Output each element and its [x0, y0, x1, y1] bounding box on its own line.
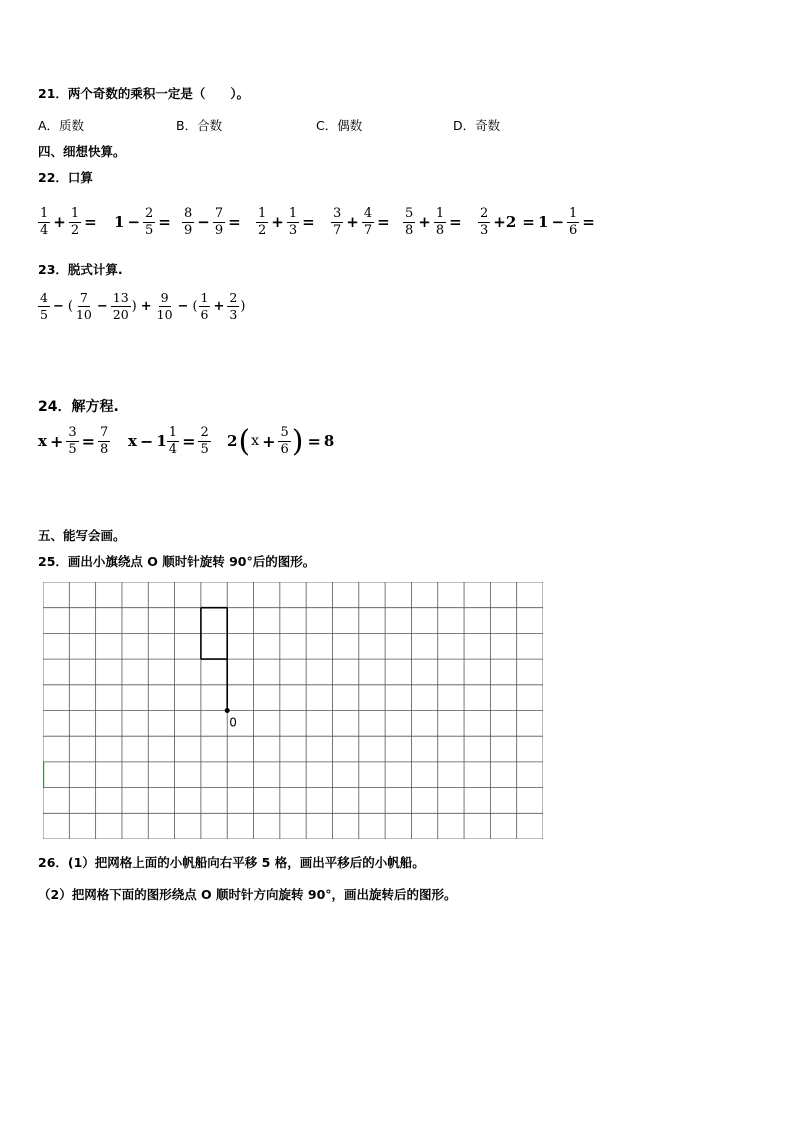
fraction: $\frac{4}{5}$ — [40, 290, 48, 322]
term: 2 — [227, 432, 238, 450]
operator: = — [228, 213, 241, 231]
fraction: $\frac{5}{6}$ — [280, 424, 289, 457]
q22-title: 22．口算 — [38, 170, 93, 185]
parenthesis: ( — [67, 298, 73, 314]
operator: + — [271, 213, 284, 231]
operator: = — [81, 431, 96, 451]
operator: − — [139, 431, 154, 451]
oral-calc-item — [403, 201, 465, 243]
operator: − — [96, 298, 108, 314]
fraction: $\frac{9}{10}$ — [156, 290, 173, 322]
parenthesis: ) — [240, 298, 246, 314]
q22-calculation-row — [38, 201, 598, 243]
term: x — [251, 433, 260, 449]
oral-calc-item — [38, 201, 100, 243]
fraction: $\frac{2}{3}$ — [229, 290, 238, 322]
oral-calc-item — [256, 201, 318, 243]
operator: − — [197, 213, 210, 231]
fraction: $\frac{1}{6}$ — [569, 205, 578, 238]
q21-option-c: C．偶数 — [316, 118, 363, 133]
q21-option-b: B．合数 — [176, 118, 223, 133]
operator: = — [377, 213, 390, 231]
oral-calc-item — [331, 201, 393, 243]
fraction: $\frac{2}{5}$ — [200, 424, 209, 457]
operator: + — [140, 298, 152, 314]
q26-line-2: （2）把网格下面的图形绕点 O 顺时针方向旋转 90°，画出旋转后的图形。 — [38, 887, 457, 902]
operator: − — [177, 298, 189, 314]
fraction: $\frac{7}{10}$ — [75, 290, 92, 322]
operator: = — [449, 213, 462, 231]
operator: = — [158, 213, 171, 231]
parenthesis: ) — [131, 298, 137, 314]
operator: + — [346, 213, 359, 231]
term: 1 — [114, 213, 125, 231]
q24-equation-3 — [227, 421, 334, 461]
fraction: $\frac{1}{8}$ — [435, 205, 445, 238]
q23-title: 23．脱式计算. — [38, 262, 123, 277]
fraction: $\frac{1}{4}$ — [40, 205, 49, 238]
term: x — [128, 432, 137, 450]
operator: = — [307, 431, 321, 451]
fraction: $\frac{7}{8}$ — [100, 424, 109, 457]
section-5-heading: 五、能写会画。 — [38, 528, 126, 543]
term: x — [38, 432, 47, 450]
fraction: $\frac{8}{9}$ — [184, 205, 193, 238]
operator: = — [182, 431, 196, 451]
point-o-label: 0 — [229, 715, 237, 730]
operator: + — [53, 213, 66, 231]
oral-calc-item — [114, 201, 174, 243]
fraction: $\frac{1}{6}$ — [200, 290, 209, 322]
q23-expression — [38, 286, 246, 326]
fraction: $\frac{3}{7}$ — [333, 205, 342, 238]
operator: + — [49, 431, 64, 451]
q21-stem: 21．两个奇数的乘积一定是（ ）。 — [38, 86, 250, 101]
operator: + — [262, 431, 276, 451]
operator: + — [213, 298, 225, 314]
q21-option-d: D．奇数 — [453, 118, 501, 133]
fraction: $\frac{2}{3}$ — [480, 205, 489, 238]
operator: + — [418, 213, 431, 231]
operator: +2 — [493, 213, 517, 231]
fraction: $\frac{7}{9}$ — [214, 205, 224, 238]
operator: − — [52, 298, 64, 314]
operator: − — [127, 213, 141, 231]
parenthesis: ( — [192, 298, 198, 314]
rotation-grid — [43, 582, 543, 839]
fraction: $\frac{13}{20}$ — [112, 290, 129, 322]
fraction: $\frac{1}{2}$ — [258, 205, 267, 238]
operator: = — [522, 213, 535, 231]
fraction: $\frac{4}{7}$ — [363, 205, 373, 238]
rotation-point-o — [225, 708, 230, 713]
operator: − — [551, 213, 565, 231]
term: 8 — [323, 432, 335, 450]
parenthesis: ( — [238, 423, 251, 459]
term: 1 — [538, 213, 549, 231]
parenthesis: ) — [291, 423, 304, 459]
fraction: $\frac{3}{5}$ — [68, 424, 77, 457]
q24-equation-2 — [128, 421, 211, 461]
q24-equation-1 — [38, 421, 110, 461]
fraction: $\frac{1}{3}$ — [288, 205, 298, 238]
fraction: $\frac{1}{4}$ — [168, 424, 178, 457]
fraction: $\frac{2}{5}$ — [145, 205, 154, 238]
section-4-heading: 四、细想快算。 — [38, 144, 126, 159]
q26-line-1: 26．(1）把网格上面的小帆船向右平移 5 格，画出平移后的小帆船。 — [38, 855, 425, 870]
q21-option-a: A．质数 — [38, 118, 85, 133]
operator: = — [582, 213, 595, 231]
q25-title: 25．画出小旗绕点 O 顺时针旋转 90°后的图形。 — [38, 554, 316, 569]
fraction: $\frac{5}{8}$ — [405, 205, 414, 238]
oral-calc-item — [538, 201, 598, 243]
oral-calc-item — [182, 201, 244, 243]
fraction: $\frac{1}{2}$ — [70, 205, 80, 238]
operator: = — [84, 213, 97, 231]
oral-calc-item — [478, 201, 538, 243]
term: 1 — [156, 432, 167, 450]
q24-title: 24．解方程. — [38, 399, 119, 415]
operator: = — [302, 213, 315, 231]
